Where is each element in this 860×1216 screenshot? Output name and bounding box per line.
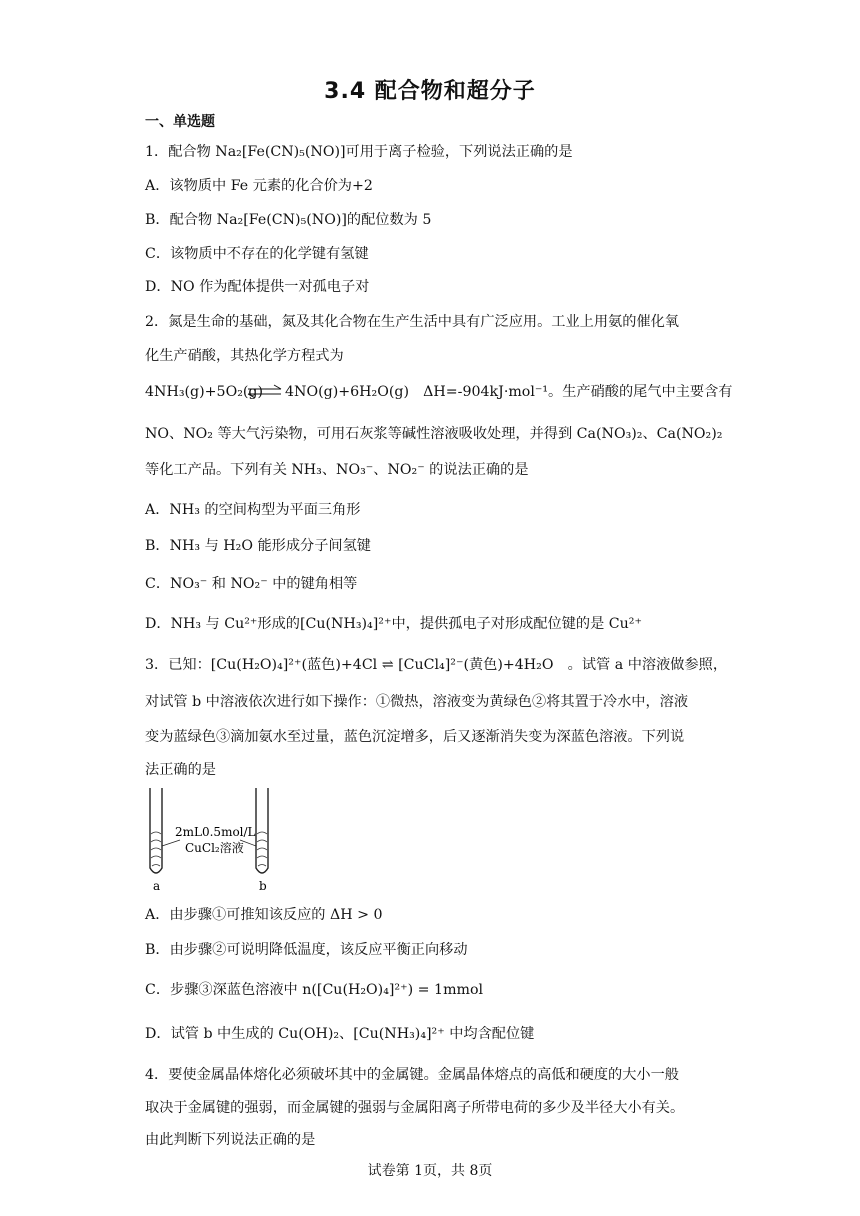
q4-stem-line1: 4．要使金属晶体熔化必须破坏其中的金属键。金属晶体熔点的高低和硬度的大小一般	[145, 1067, 679, 1083]
q4-stem-line2: 取决于金属键的强弱，而金属键的强弱与金属阳离子所带电荷的多少及半径大小有关。	[145, 1100, 685, 1116]
q2-stem-line1: 2．氮是生命的基础，氮及其化合物在生产生活中具有广泛应用。工业上用氨的催化氧	[145, 314, 679, 330]
q2-equation-right: 4NO(g)+6H₂O(g) ΔH=-904kJ·mol⁻¹。生产硝酸的尾气中主要含有	[285, 384, 733, 400]
test-tube-b	[256, 788, 268, 873]
test-tube-a	[150, 788, 162, 873]
solution-a	[151, 832, 161, 866]
q2-option-b: B．NH₃ 与 H₂O 能形成分子间氢键	[145, 538, 371, 554]
q2-stem-line4: 等化工产品。下列有关 NH₃、NO₃⁻、NO₂⁻ 的说法正确的是	[145, 462, 529, 478]
page-title: 3.4 配合物和超分子	[324, 79, 536, 104]
solution-b	[257, 832, 267, 866]
test-tube-figure	[140, 786, 290, 892]
q2-option-c: C．NO₃⁻ 和 NO₂⁻ 中的键角相等	[145, 576, 358, 592]
q1-option-c: C．该物质中不存在的化学键有氢键	[145, 246, 369, 262]
q1-option-a: A．该物质中 Fe 元素的化合价为+2	[145, 178, 373, 194]
q3-stem-line4: 法正确的是	[145, 762, 216, 778]
q2-stem-line2: 化生产硝酸，其热化学方程式为	[145, 348, 344, 364]
pointer-line-a	[162, 840, 180, 846]
section-heading: 一、单选题	[145, 114, 215, 130]
page-footer: 试卷第 1页，共 8页	[367, 1163, 493, 1179]
q3-option-c: C．步骤③深蓝色溶液中 n([Cu(H₂O)₄]²⁺) = 1mmol	[145, 982, 484, 998]
tube-label-a: a	[153, 879, 161, 892]
q3-stem-line2: 对试管 b 中溶液依次进行如下操作：①微热，溶液变为黄绿色②将其置于冷水中，溶液	[145, 694, 689, 710]
q4-stem-line3: 由此判断下列说法正确的是	[145, 1132, 316, 1148]
q1-option-d: D．NO 作为配体提供一对孤电子对	[145, 279, 370, 295]
equilibrium-arrow-icon	[247, 384, 283, 400]
q1-stem: 1．配合物 Na₂[Fe(CN)₅(NO)]可用于离子检验，下列说法正确的是	[145, 144, 573, 160]
q2-option-a: A．NH₃ 的空间构型为平面三角形	[145, 502, 361, 518]
tube-label-b: b	[259, 879, 267, 892]
q2-option-d: D．NH₃ 与 Cu²⁺形成的[Cu(NH₃)₄]²⁺中，提供孤电子对形成配位键的是 Cu²⁺	[145, 616, 642, 632]
q3-option-d: D．试管 b 中生成的 Cu(OH)₂、[Cu(NH₃)₄]²⁺ 中均含配位键	[145, 1026, 535, 1042]
q3-stem-line3: 变为蓝绿色③滴加氨水至过量，蓝色沉淀增多，后又逐渐消失变为深蓝色溶液。下列说	[145, 729, 685, 745]
figure-label-concentration: 2mL0.5mol/L	[175, 825, 256, 839]
q1-option-b: B．配合物 Na₂[Fe(CN)₅(NO)]的配位数为 5	[145, 212, 432, 228]
q2-stem-line3: NO、NO₂ 等大气污染物，可用石灰浆等碱性溶液吸收处理，并得到 Ca(NO₃)₂、Ca(NO₂)₂	[145, 426, 723, 442]
q3-stem-line1: 3．已知：[Cu(H₂O)₄]²⁺(蓝色)+4Cl ⇌ [CuCl₄]²⁻(黄色)+4H₂O 。试管 a 中溶液做参照，	[145, 657, 728, 673]
q3-option-b: B．由步骤②可说明降低温度，该反应平衡正向移动	[145, 942, 468, 958]
q2-equation-left: 4NH₃(g)+5O₂(g)	[145, 384, 264, 400]
q3-option-a: A．由步骤①可推知该反应的 ΔH > 0	[145, 907, 383, 923]
figure-label-solution: CuCl₂溶液	[185, 841, 244, 855]
